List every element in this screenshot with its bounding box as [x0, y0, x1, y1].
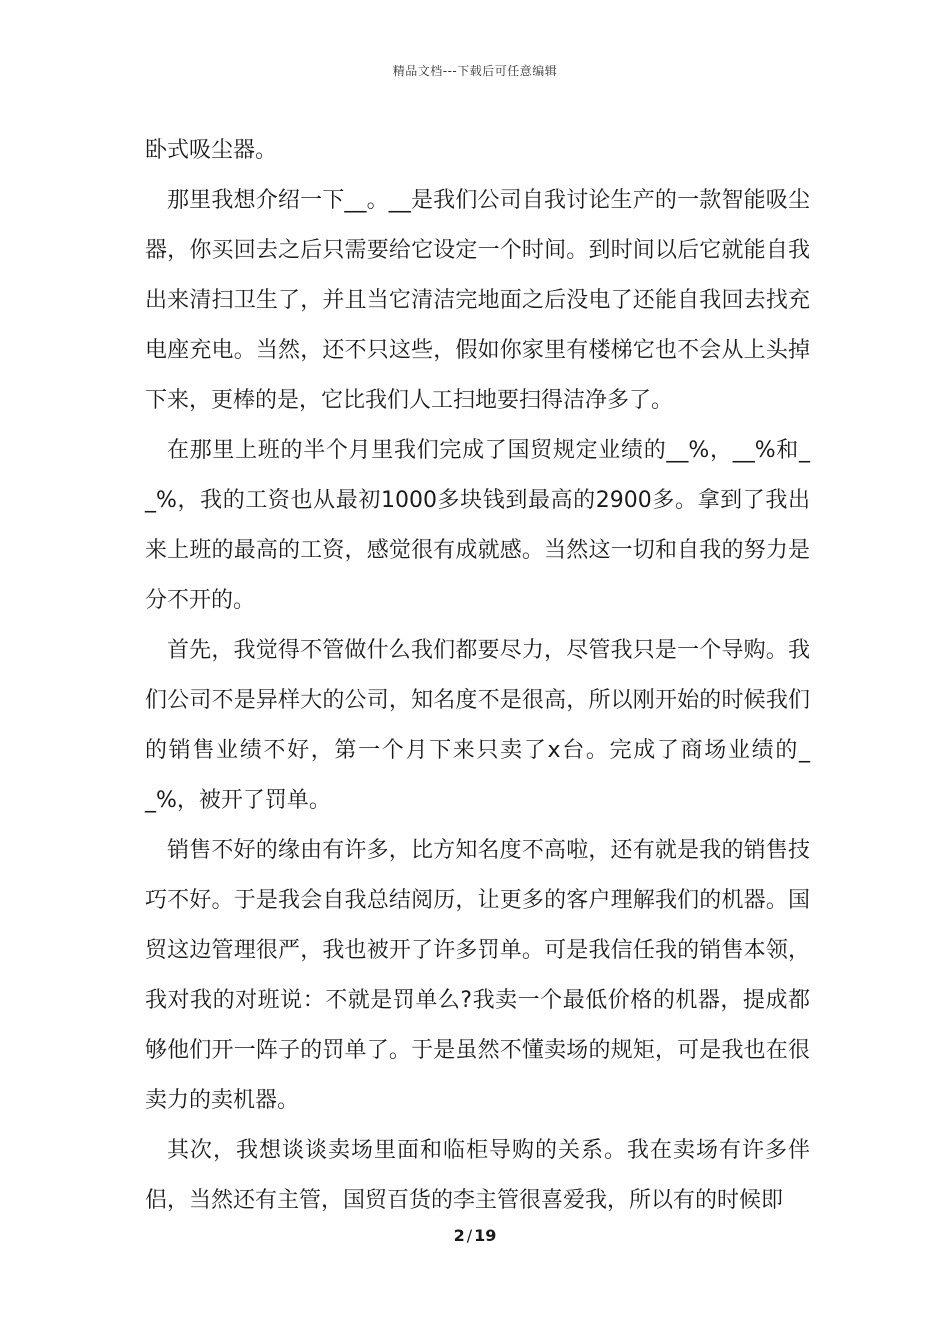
paragraph-1: 卧式吸尘器。 [145, 138, 278, 163]
document-body [145, 126, 810, 1226]
current-page: 2 [453, 1226, 465, 1245]
paragraph-2: 那里我想介绍一下__。__是我们公司自我讨论生产的一款智能吸尘器，你买回去之后只需要给它设定一个时间。到时间以后它就能自我出来清扫卫生了，并且当它清洁完地面之后没电了还能自我回去找充电座充电。当然，还不只这些，假如你家里有楼梯它也不会从上头掉下来，更棒的是，它比我们人工扫地要扫得洁净多了。 [145, 188, 810, 413]
paragraph-3: 在那里上班的半个月里我们完成了国贸规定业绩的__%，__%和__%，我的工资也从最初1000多块钱到最高的2900多。拿到了我出来上班的最高的工资，感觉很有成就感。当然这一切和自我的努力是分不开的。 [145, 438, 810, 613]
paragraph-6: 其次，我想谈谈卖场里面和临柜导购的关系。我在卖场有许多伴侣，当然还有主管，国贸百货的李主管很喜爱我，所以有的时候即 [145, 1138, 810, 1213]
page-number [0, 1226, 950, 1245]
paragraph-5: 销售不好的缘由有许多，比方知名度不高啦，还有就是我的销售技巧不好。于是我会自我总结阅历，让更多的客户理解我们的机器。国贸这边管理很严，我也被开了许多罚单。可是我信任我的销售本领，我对我的对班说：不就是罚单么?我卖一个最低价格的机器，提成都够他们开一阵子的罚单了。于是虽然不懂卖场的规矩，可是我也在很卖力的卖机器。 [145, 838, 810, 1113]
paragraph-4: 首先，我觉得不管做什么我们都要尽力，尽管我只是一个导购。我们公司不是异样大的公司，知名度不是很高，所以刚开始的时候我们的销售业绩不好，第一个月下来只卖了x台。完成了商场业绩的__%，被开了罚单。 [145, 638, 810, 813]
total-pages: 19 [474, 1226, 497, 1245]
page-header: 精品文档---下载后可任意编辑 [392, 64, 558, 78]
page-separator: / [466, 1226, 473, 1245]
